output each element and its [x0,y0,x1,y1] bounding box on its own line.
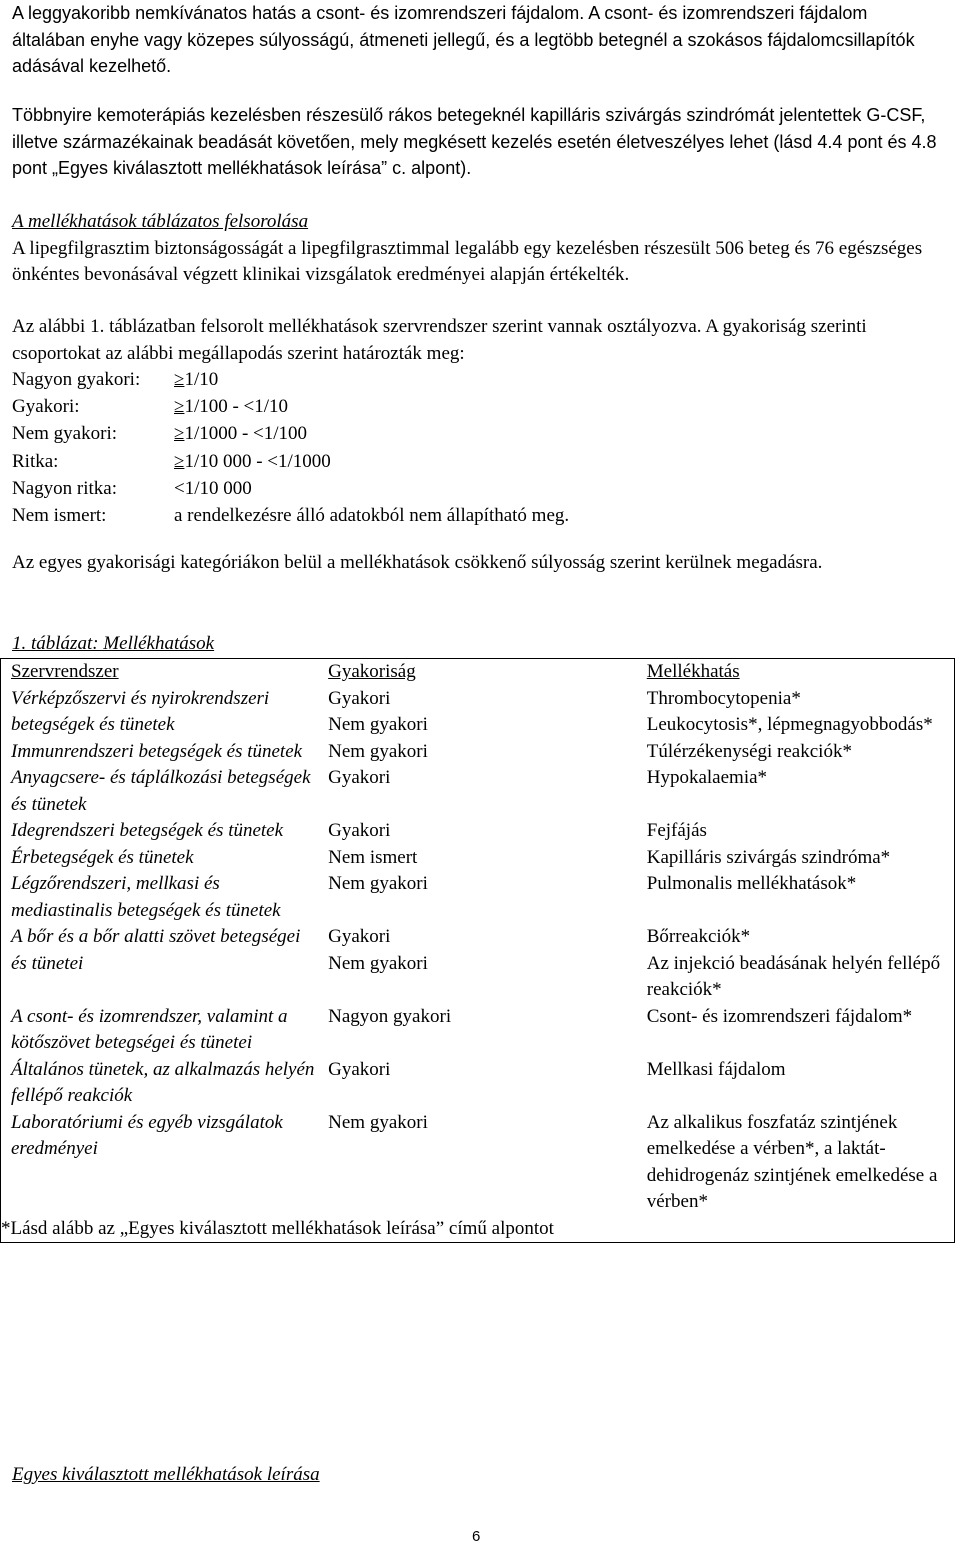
frequency-cell: Nem gyakori [328,952,428,974]
paragraph-frequency-intro: Az alábbi 1. táblázatban felsorolt mellékhatások szervrendszer szerint vannak osztályozva. A gyakoriság szerinti csoportokat az alábbi megállapodás szerint határozták meg: [12,316,867,364]
frequency-range: 1/1000 - <1/100 [184,423,308,445]
frequency-cell: Nem gyakori [328,740,428,762]
adverse-reaction-cell: Bőrreakciók* [646,926,751,947]
frequency-value [174,396,288,418]
frequency-cell: Nem gyakori [328,873,428,894]
adverse-reaction-cell: Pulmonalis mellékhatások* [646,873,857,894]
paragraph-pain: A leggyakoribb nemkívánatos hatás a csont- és izomrendszeri fájdalom. A csont- és izomrendszeri fájdalom általában enyhe vagy közepes súlyosságú, átmeneti jellegű, és a legtöbb betegnél a szokásos fájdalomcsillapítók adásával kezelhető. [12,3,915,76]
section-heading-tabular: A mellékhatások táblázatos felsorolása [12,211,309,232]
frequency-range: 1/10 [184,368,219,390]
adverse-reaction-cell: Az injekció beadásának helyén fellépő reakciók* [646,952,941,1000]
adverse-reaction-cell: Fejfájás [646,820,707,841]
adverse-reaction-cell: Mellkasi fájdalom [646,1058,786,1080]
frequency-cell: Gyakori [328,926,391,947]
greater-equal-symbol: ≥ [174,450,185,472]
frequency-label: Nem gyakori: [12,423,118,445]
frequency-row [12,393,912,420]
frequency-row [12,421,912,448]
table-row [1,818,955,845]
frequency-label: Gyakori: [12,395,80,417]
table-row [1,1057,955,1110]
frequency-label: Nagyon gyakori: [12,368,141,390]
paragraph-safety-basis: A lipegfilgrasztim biztonságosságát a lipegfilgrasztimmal legalább egy kezelésben részesült 506 beteg és 76 egészséges önkéntes bevonásával végzett klinikai vizsgálatok eredményei alapján értékelték. [12,237,923,285]
adverse-reactions-table [0,658,955,1243]
frequency-value [174,369,218,391]
adverse-reaction-cell: Leukocytosis*, lépmegnagyobbodás* [646,714,933,735]
soc-cell: Légzőrendszeri, mellkasi és mediastinalis betegségek és tünetek [11,873,281,921]
header-frequency: Gyakoriság [328,661,416,682]
greater-equal-symbol: ≥ [174,368,185,390]
table-row [1,739,955,766]
table-footnote-row [1,1216,955,1243]
frequency-cell: Nem gyakori [328,1111,428,1133]
table-row [1,845,955,872]
frequency-value [174,423,307,445]
frequency-row [12,502,912,529]
frequency-range: 1/10 000 - <1/1000 [184,450,331,472]
frequency-label: Nagyon ritka: [12,477,118,499]
next-section-heading: Egyes kiválasztott mellékhatások leírása [12,1464,320,1485]
table-header-row [1,659,955,686]
table-caption: 1. táblázat: Mellékhatások [12,633,215,654]
table-row [1,1004,955,1057]
adverse-reaction-cell: Thrombocytopenia* [646,687,801,709]
frequency-cell: Gyakori [328,687,391,709]
soc-cell: A csont- és izomrendszer, valamint a kötőszövet betegségei és tünetei [11,1005,288,1053]
frequency-range: a rendelkezésre álló adatokból nem állapítható meg. [174,505,570,527]
frequency-row [12,366,912,393]
soc-cell: Érbetegségek és tünetek [11,846,194,868]
greater-equal-symbol: ≥ [174,423,185,445]
soc-cell: Immunrendszeri betegségek és tünetek [11,740,303,762]
soc-cell: Vérképzőszervi és nyirokrendszeri betegségek és tünetek [11,687,270,735]
frequency-cell: Nagyon gyakori [328,1005,452,1027]
table-row [1,765,955,818]
frequency-value [174,478,252,500]
paragraph-ordering: Az egyes gyakorisági kategóriákon belül a mellékhatások csökkenő súlyosság szerint kerülnek megadásra. [12,552,823,573]
soc-cell: Idegrendszeri betegségek és tünetek [11,820,284,841]
paragraph-capillary-leak: Többnyire kemoterápiás kezelésben részesülő rákos betegeknél kapilláris szivárgás szindrómát jelentettek G-CSF, illetve származékainak beadását követően, mely megkésett kezelés esetén életveszélyes lehet (lásd 4.4 pont és 4.8 pont „Egyes kiválasztott mellékhatások leírása” c. alpont). [12,105,937,178]
adverse-reaction-cell: Csont- és izomrendszeri fájdalom* [646,1005,913,1027]
soc-cell: Általános tünetek, az alkalmazás helyén fellépő reakciók [11,1058,315,1106]
table-footnote: *Lásd alább az „Egyes kiválasztott mellékhatások leírása” című alpontot [1,1217,554,1239]
header-adverse-reaction: Mellékhatás [646,661,740,682]
frequency-cell: Nem gyakori [328,714,428,735]
adverse-reaction-cell: Az alkalikus foszfatáz szintjének emelkedése a vérben*, a laktát-dehidrogenáz szintjének emelkedése a vérben* [646,1111,938,1212]
adverse-reaction-cell: Kapilláris szivárgás szindróma* [646,846,891,868]
frequency-label: Nem ismert: [12,505,107,527]
frequency-value [174,451,331,473]
header-soc: Szervrendszer [11,661,119,682]
table-row [1,871,955,924]
soc-cell: Anyagcsere- és táplálkozási betegségek és tünetek [11,767,311,815]
frequency-cell: Gyakori [328,820,391,841]
adverse-reaction-cell: Hypokalaemia* [646,767,768,788]
frequency-row [12,475,912,502]
frequency-list [12,366,912,530]
frequency-cell: Gyakori [328,1058,391,1080]
page-number: 6 [472,1528,481,1545]
adverse-reaction-cell: Túlérzékenységi reakciók* [646,740,852,762]
frequency-row [12,448,912,475]
frequency-cell: Gyakori [328,767,391,788]
frequency-range: <1/10 000 [174,477,252,499]
table-row [1,686,955,713]
frequency-range: 1/100 - <1/10 [184,395,289,417]
table-row [1,1110,955,1216]
soc-cell: A bőr és a bőr alatti szövet betegségei és tünetei [11,926,301,974]
soc-cell: Laboratóriumi és egyéb vizsgálatok eredményei [11,1111,283,1159]
frequency-label: Ritka: [12,450,59,472]
table-row [1,924,955,951]
greater-equal-symbol: ≥ [174,395,185,417]
frequency-value [174,505,569,527]
frequency-cell: Nem ismert [328,846,418,868]
